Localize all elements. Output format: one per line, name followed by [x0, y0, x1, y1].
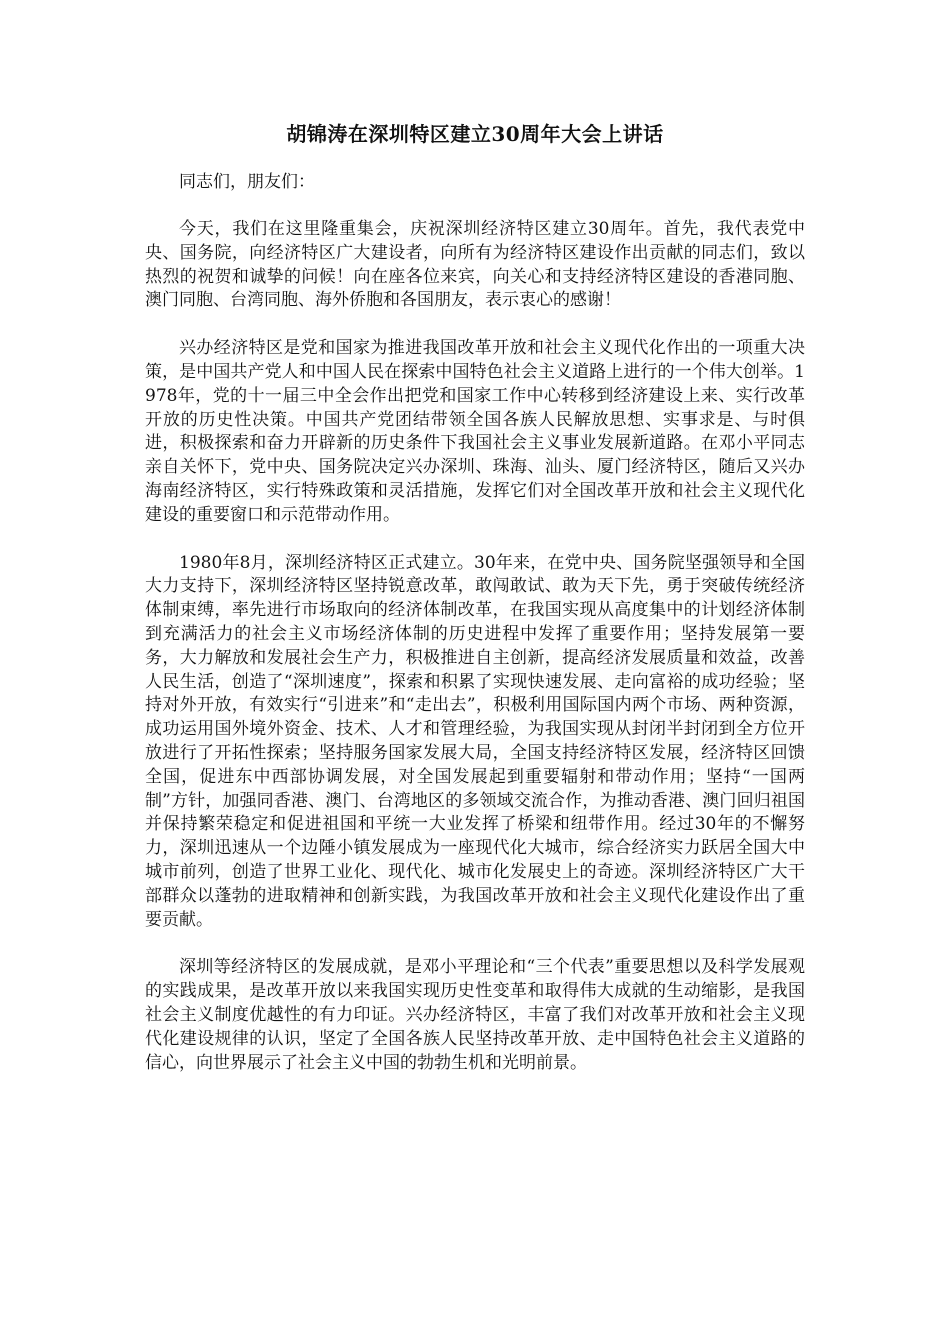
- paragraph-4: 深圳等经济特区的发展成就，是邓小平理论和“三个代表”重要思想以及科学发展观的实践成果，是改革开放以来我国实现历史性变革和取得伟大成就的生动缩影，是我国社会主义制度优越性的有力印证。兴办经济特区，丰富了我们对改革开放和社会主义现代化建设规律的认识，坚定了全国各族人民坚持改革开放、走中国特色社会主义道路的信心，向世界展示了社会主义中国的勃勃生机和光明前景。: [145, 957, 805, 1073]
- paragraph-3: 1980年8月，深圳经济特区正式建立。30年来，在党中央、国务院坚强领导和全国大力支持下，深圳经济特区坚持锐意改革，敢闯敢试、敢为天下先，勇于突破传统经济体制束缚，率先进行市场取向的经济体制改革，在我国实现从高度集中的计划经济体制到充满活力的社会主义市场经济体制的历史进程中发挥了重要作用；坚持发展第一要务，大力解放和发展社会生产力，积极推进自主创新，提高经济发展质量和效益，改善人民生活，创造了“深圳速度”，探索和积累了实现快速发展、走向富裕的成功经验；坚持对外开放，有效实行“引进来”和“走出去”，积极利用国际国内两个市场、两种资源，成功运用国外境外资金、技术、人才和管理经验，为我国实现从封闭半封闭到全方位开放进行了开拓性探索；坚持服务国家发展大局，全国支持经济特区发展，经济特区回馈全国，促进东中西部协调发展，对全国发展起到重要辐射和带动作用；坚持“一国两制”方针，加强同香港、澳门、台湾地区的多领域交流合作，为推动香港、澳门回归祖国并保持繁荣稳定和促进祖国和平统一大业发挥了桥梁和纽带作用。经过30年的不懈努力，深圳迅速从一个边陲小镇发展成为一座现代化大城市，综合经济实力跃居全国大中城市前列，创造了世界工业化、现代化、城市化发展史上的奇迹。深圳经济特区广大干部群众以蓬勃的进取精神和创新实践，为我国改革开放和社会主义现代化建设作出了重要贡献。: [145, 552, 805, 930]
- paragraph-1: 今天，我们在这里隆重集会，庆祝深圳经济特区建立30周年。首先，我代表党中央、国务院，向经济特区广大建设者，向所有为经济特区建设作出贡献的同志们，致以热烈的祝贺和诚挚的问候！向在座各位来宾，向关心和支持经济特区建设的香港同胞、澳门同胞、台湾同胞、海外侨胞和各国朋友，表示衷心的感谢！: [145, 219, 805, 311]
- document-title: 胡锦涛在深圳特区建立30周年大会上讲话: [286, 122, 664, 146]
- paragraph-2: 兴办经济特区是党和国家为推进我国改革开放和社会主义现代化作出的一项重大决策，是中国共产党人和中国人民在探索中国特色社会主义道路上进行的一个伟大创举。1978年，党的十一届三中全会作出把党和国家工作中心转移到经济建设上来、实行改革开放的历史性决策。中国共产党团结带领全国各族人民解放思想、实事求是、与时俱进，积极探索和奋力开辟新的历史条件下我国社会主义事业发展新道路。在邓小平同志亲自关怀下，党中央、国务院决定兴办深圳、珠海、汕头、厦门经济特区，随后又兴办海南经济特区，实行特殊政策和灵活措施，发挥它们对全国改革开放和社会主义现代化建设的重要窗口和示范带动作用。: [145, 338, 805, 525]
- document-page: [145, 118, 805, 1099]
- greeting: 同志们，朋友们：: [179, 172, 315, 192]
